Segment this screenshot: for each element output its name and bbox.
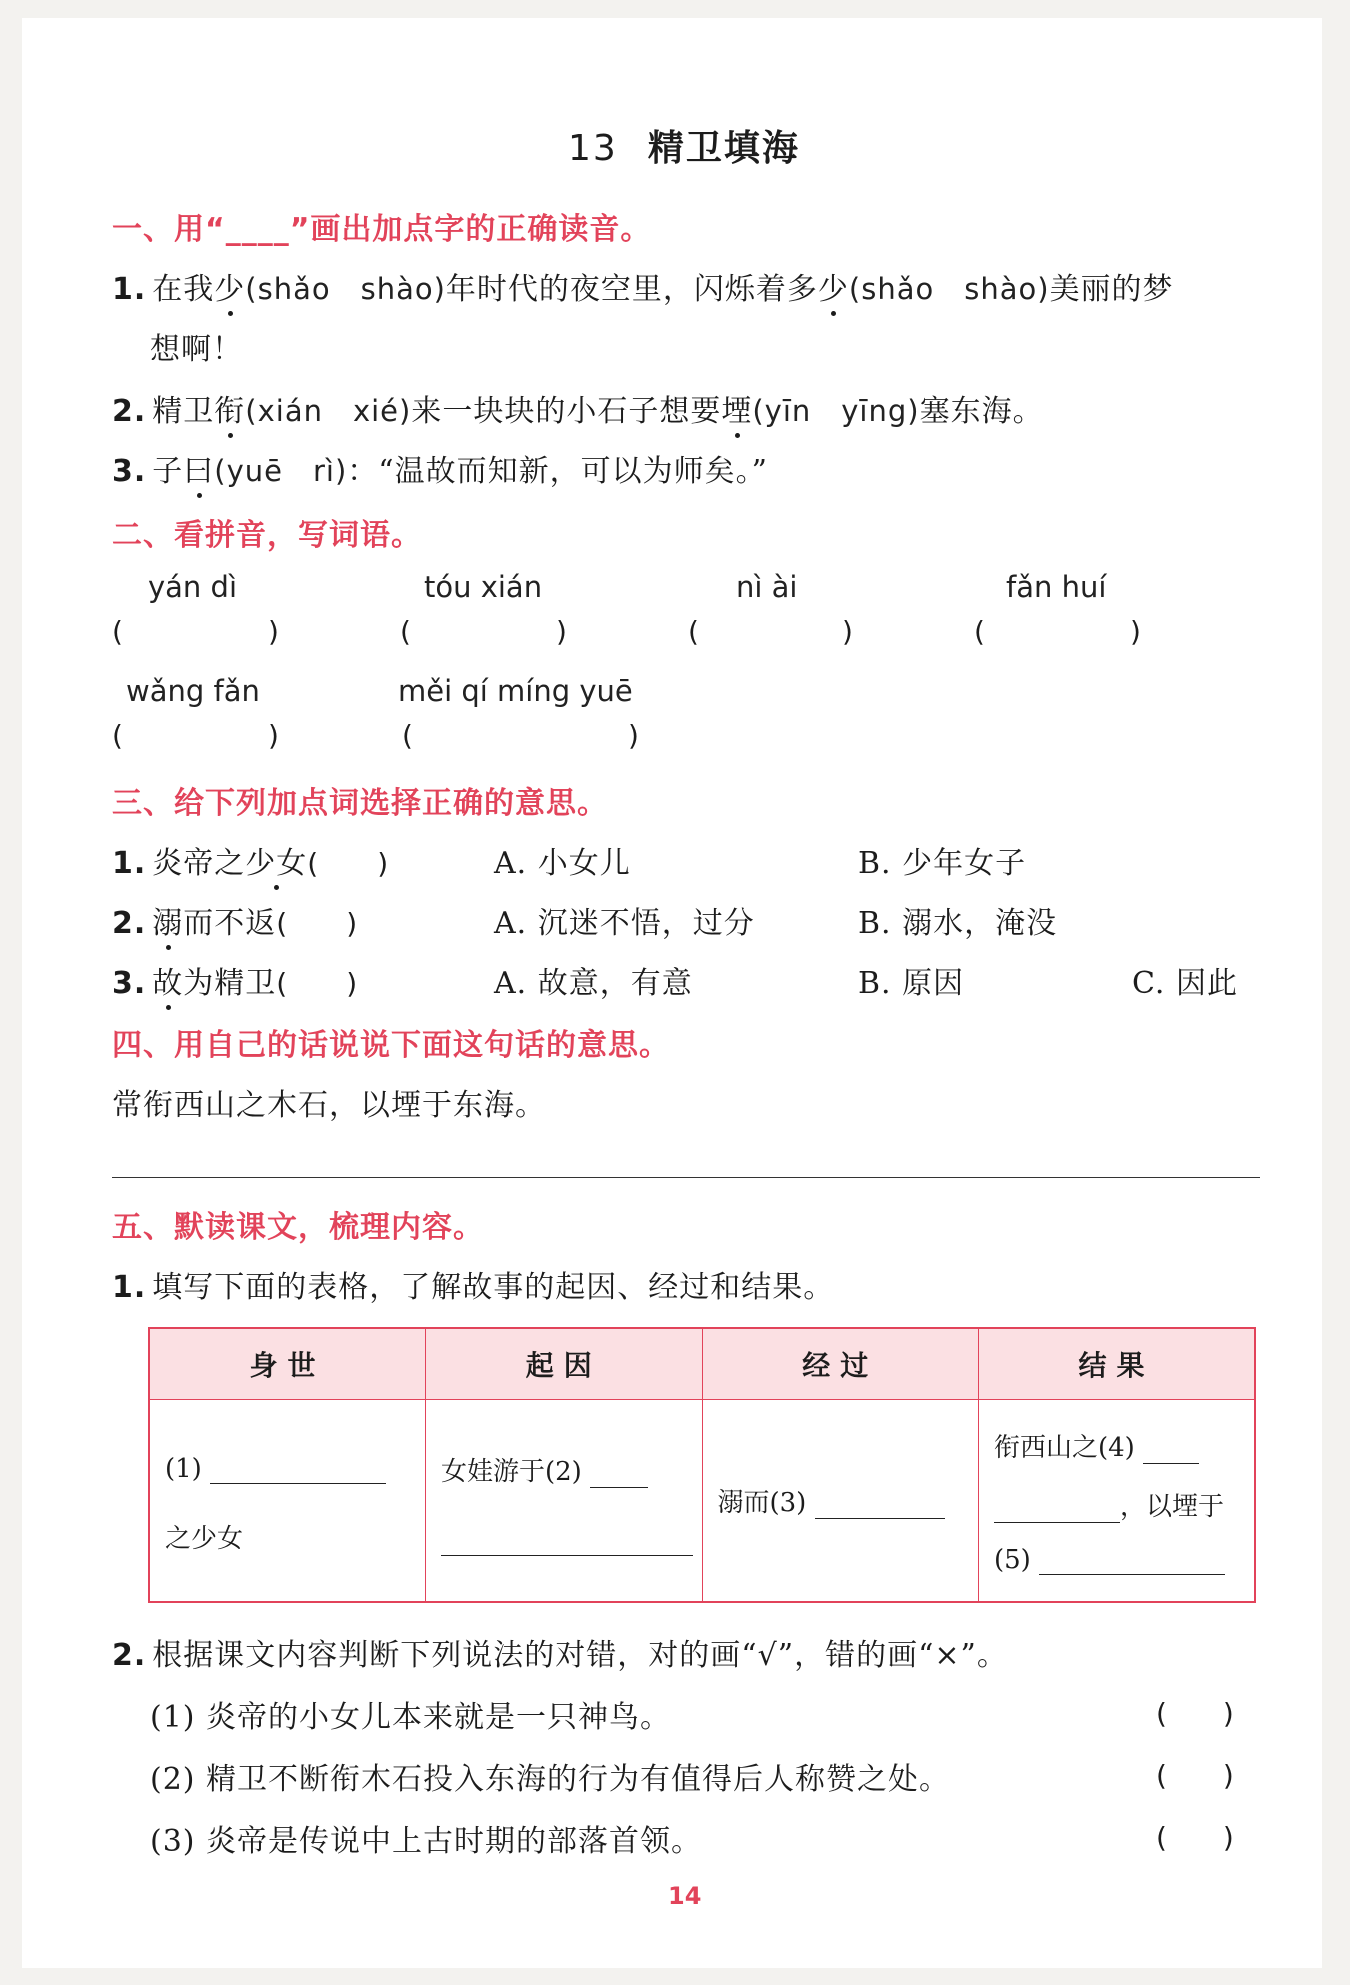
s5-q1-text: 填写下面的表格，了解故事的起因、经过和结果。 <box>152 1270 835 1305</box>
lesson-number: 13 <box>568 128 618 169</box>
blank-1-label: (1) <box>165 1454 202 1484</box>
table-header-background: 身世 <box>149 1328 426 1400</box>
statement-3: (3) 炎帝是传说中上古时期的部落首领。 <box>150 1824 703 1859</box>
answer-paren-open-2: ( <box>400 615 411 648</box>
answer-paren-open-6: ( <box>402 719 413 752</box>
s3-q3-number: 3. <box>112 966 147 1001</box>
pinyin-item-2: tóu xián <box>424 570 543 604</box>
table-cell-background-suffix: 之少女 <box>165 1524 244 1554</box>
s5-q1-number: 1. <box>112 1270 147 1305</box>
table-header-row <box>149 1328 1255 1400</box>
s1-question-2 <box>112 386 1044 430</box>
blank-5-label: (5) <box>994 1544 1031 1575</box>
s1-q2-dotted-1: 衔 <box>214 386 245 430</box>
s1-q1-text-b: 年时代的夜空里，闪烁着多 <box>445 272 818 307</box>
s3-q1-dotted-word: 少女 <box>245 838 307 882</box>
s3-q2-option-b: B. 溺水，淹没 <box>858 906 1058 941</box>
section-2-heading: 二、看拼音，写词语。 <box>112 518 422 553</box>
s3-q3-option-b: B. 原因 <box>858 966 965 1001</box>
section-4-heading: 四、用自己的话说说下面这句话的意思。 <box>112 1028 670 1063</box>
s3-question-1 <box>112 838 389 882</box>
s5-question-2 <box>112 1630 1008 1674</box>
s1-q1-pinyin-options-2: (shǎo shào) <box>848 272 1050 306</box>
pinyin-item-5: wǎng fǎn <box>126 674 260 708</box>
s1-q3-pinyin-options-1: (yuē rì) <box>214 454 348 488</box>
answer-paren-open-1: ( <box>112 615 123 648</box>
statement-3-answer-paren[interactable]: ( ) <box>1156 1821 1234 1854</box>
table-cell-cause <box>426 1400 703 1603</box>
answer-paren-open-4: ( <box>974 615 985 648</box>
s1-q1-dotted-1: 少 <box>214 264 245 308</box>
blank-4-label: 衔西山之(4) <box>994 1432 1135 1463</box>
page-number: 14 <box>668 1882 702 1910</box>
s4-answer-line[interactable] <box>112 1177 1260 1178</box>
s5-question-1 <box>112 1262 834 1306</box>
s1-q2-pinyin-options-1: (xián xié) <box>245 394 412 428</box>
s3-q2-text: 而不返 <box>183 906 277 941</box>
s1-q1-continuation: 想啊！ <box>150 332 243 367</box>
section-1-heading: 一、用“____”画出加点字的正确读音。 <box>112 212 652 247</box>
s3-q1-number: 1. <box>112 846 147 881</box>
s1-q1-number: 1. <box>112 272 147 307</box>
s3-q3-option-c: C. 因此 <box>1132 966 1238 1001</box>
s1-q1-pinyin-options-1: (shǎo shào) <box>245 272 446 306</box>
s1-q2-text-a: 精卫 <box>152 394 215 429</box>
answer-paren-close-1: ) <box>268 615 279 648</box>
s5-q2-number: 2. <box>112 1638 147 1673</box>
s3-q2-dotted-word: 溺 <box>152 898 183 942</box>
s4-sentence: 常衔西山之木石，以堙于东海。 <box>112 1088 546 1123</box>
statement-2: (2) 精卫不断衔木石投入东海的行为有值得后人称赞之处。 <box>150 1762 951 1797</box>
s1-q1-dotted-2: 少 <box>818 264 849 308</box>
s1-q3-text-a: 子 <box>152 454 184 489</box>
s3-q3-option-a: A. 故意，有意 <box>494 966 693 1001</box>
table-header-cause: 起因 <box>426 1328 703 1400</box>
pinyin-item-3: nì ài <box>736 570 798 604</box>
statement-1: (1) 炎帝的小女儿本来就是一只神鸟。 <box>150 1700 672 1735</box>
s3-q3-answer-paren: ( ) <box>276 967 359 1000</box>
blank-2-continuation[interactable] <box>441 1555 693 1556</box>
table-header-process: 经过 <box>702 1328 979 1400</box>
s3-q2-option-a: A. 沉迷不悟，过分 <box>494 906 755 941</box>
s3-q3-text: 为精卫 <box>183 966 277 1001</box>
blank-5[interactable] <box>1039 1574 1225 1575</box>
s3-q3-dotted-word: 故 <box>152 958 183 1002</box>
s3-q2-number: 2. <box>112 906 147 941</box>
s1-question-3 <box>112 446 768 490</box>
blank-3-label: 溺而(3) <box>717 1488 807 1518</box>
answer-paren-close-6: ) <box>628 719 639 752</box>
s3-q1-text: 炎帝之 <box>152 846 246 881</box>
s1-q1-text-c: 美丽的梦 <box>1049 272 1174 307</box>
s3-question-2 <box>112 898 358 942</box>
table-cell-result-text: ，以堙于 <box>1120 1491 1225 1522</box>
pinyin-item-4: fǎn huí <box>1006 570 1107 604</box>
section-3-heading: 三、给下列加点词选择正确的意思。 <box>112 786 608 821</box>
table-cell-process <box>702 1400 979 1603</box>
statement-2-answer-paren[interactable]: ( ) <box>1156 1759 1234 1792</box>
s1-q2-dotted-2: 堙 <box>721 386 752 430</box>
blank-4[interactable] <box>1143 1463 1199 1464</box>
table-header-result: 结果 <box>979 1328 1256 1400</box>
table-row <box>149 1400 1255 1603</box>
blank-1[interactable] <box>210 1483 386 1484</box>
s3-q1-option-b: B. 少年女子 <box>858 846 1027 881</box>
table-cell-background <box>149 1400 426 1603</box>
s1-q1-text-a: 在我 <box>152 272 215 307</box>
pinyin-item-1: yán dì <box>148 570 237 604</box>
blank-3[interactable] <box>815 1518 945 1519</box>
answer-paren-open-3: ( <box>688 615 699 648</box>
s1-q2-text-b: 来一块块的小石子想要 <box>411 394 722 429</box>
blank-2[interactable] <box>590 1487 648 1488</box>
answer-paren-close-4: ) <box>1130 615 1141 648</box>
s3-q2-answer-paren: ( ) <box>276 907 359 940</box>
story-table <box>148 1327 1256 1603</box>
s3-q1-answer-paren: ( ) <box>307 847 390 880</box>
answer-paren-close-5: ) <box>268 719 279 752</box>
s3-q1-option-a: A. 小女儿 <box>494 846 631 881</box>
blank-2-label: 女娃游于(2) <box>441 1457 582 1487</box>
answer-paren-close-2: ) <box>556 615 567 648</box>
statement-1-answer-paren[interactable]: ( ) <box>1156 1697 1234 1730</box>
section-5-heading: 五、默读课文，梳理内容。 <box>112 1210 484 1245</box>
s1-q3-text-b: ：“温故而知新，可以为师矣。” <box>347 454 768 489</box>
s1-q3-number: 3. <box>112 454 147 489</box>
page-title <box>568 120 800 171</box>
s1-q2-text-c: 塞东海。 <box>919 394 1044 429</box>
s1-q3-dotted-1: 曰 <box>183 446 214 490</box>
s3-question-3 <box>112 958 358 1002</box>
pinyin-item-6: měi qí míng yuē <box>398 674 633 708</box>
answer-paren-open-5: ( <box>112 719 123 752</box>
s1-question-1 <box>112 264 1174 308</box>
table-cell-result <box>979 1400 1256 1603</box>
s1-q2-number: 2. <box>112 394 147 429</box>
s5-q2-text: 根据课文内容判断下列说法的对错，对的画“√”，错的画“×”。 <box>152 1638 1008 1673</box>
answer-paren-close-3: ) <box>842 615 853 648</box>
lesson-title: 精卫填海 <box>647 128 800 169</box>
blank-4-continuation[interactable] <box>994 1522 1120 1523</box>
s1-q2-pinyin-options-2: (yīn yīng) <box>752 394 920 428</box>
